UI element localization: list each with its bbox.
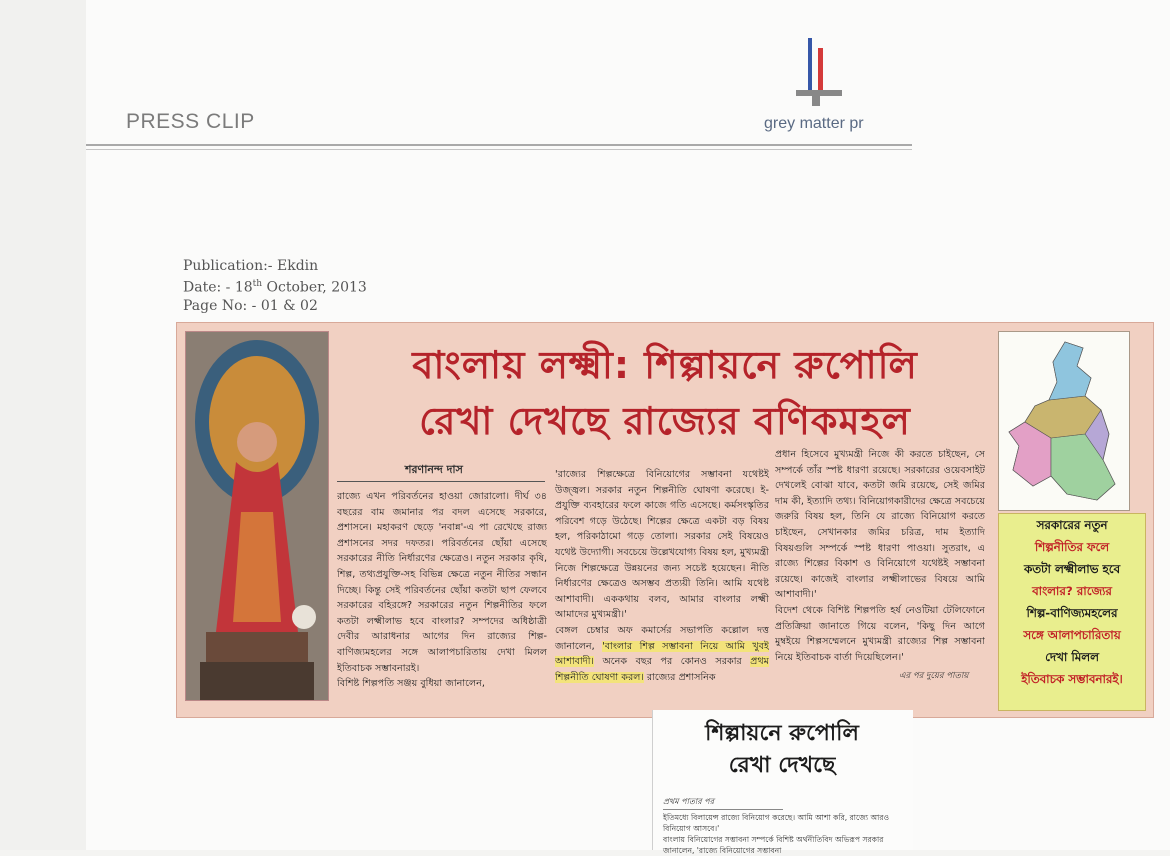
continuation-headline-line-1: শিল্পায়নে রুপোলি [705,721,859,746]
header-divider [86,144,912,146]
logo-text: grey matter pr [764,115,864,132]
continuation-subhead: প্রথম পাতার পর [663,797,714,806]
continuation-body [663,812,909,856]
column-3-paragraph: বিদেশ থেকে বিশিষ্ট শিল্পপতি হর্ষ নেওটিয়া টেলিফোনে প্রতিক্রিয়া জানাতে গিয়ে বলেন, 'কিছু দিন আগে মুম্বইয়ে শিল্পসম্মেলনে মুখ্যমন্ত্রী রাজ্যের শিল্প সম্ভাবনা নিয়ে ইতিবাচক বার্তা দিয়েছিলেন।' [775,604,985,663]
grey-matter-logo-icon [796,36,842,108]
continuation-headline [667,718,897,782]
callout-line: দেখা মিলল [1045,650,1099,664]
byline-divider [337,481,545,482]
callout-line: কতটা লক্ষ্মীলাভ হবে [1023,562,1121,576]
highlight-callout [998,513,1146,711]
column-2-paragraph: বেঙ্গল চেম্বার অফ কমার্সের সভাপতি কল্লোল দত্ত জানালেন, 'বাংলার শিল্প সম্ভাবনা নিয়ে আমি খুবই আশাবাদী। অনেক বছর পর কোনও সরকার প্রথম শিল্পনীতি ঘোষণা করল। রাজ্যের প্রশাসনিক [555,624,769,683]
callout-line: শিল্পনীতির ফলে [1034,540,1110,554]
continuation-paragraph: ইতিমধ্যে বিলায়েন্স রাজ্যে বিনিয়োগ করেছে। আমি আশা করি, রাজ্যে আরও বিনিয়োগ আসবে।' [663,813,890,833]
column-1-paragraph: রাজ্যে এখন পরিবর্তনের হাওয়া জোরালো। দীর্ঘ ৩৪ বছরের বাম জমানার পর বদল এসেছে সরকারে, প্রশাসনে। মহাকরণ ছেড়ে 'নবান্ন'-এ পা রেখেছে রাজ্য প্রশাসনের সদর দফতর। পরিবর্তনের ছোঁয়া এসেছে সরকারের নীতি নির্ধারণের ক্ষেত্রেও। নতুন সরকার কৃষি, শিল্প, তথ্যপ্রযুক্তি-সহ বিভিন্ন ক্ষেত্রে নতুন নীতির সন্ধান দিচ্ছে। কিন্তু সেই পরিবর্তনের ছোঁয়া কতটা ছাপ ফেলবে সরকারের বহিরঙ্গে? সরকারের নতুন শিল্পনীতির ফলে কতটা লক্ষ্মীলাভ হবে বাংলার? সম্পদের অধিষ্ঠাত্রী দেবীর আরাধনার আগের দিন রাজ্যের শিল্প-বাণিজ্যমহলের সঙ্গে আলাপচারিতায় দেখা মিলল ইতিবাচক সম্ভাবনারই। [337,491,547,674]
press-clip-label: PRESS CLIP [126,110,255,133]
headline-line-2: রেখা দেখছে রাজ্যের বণিকমহল [419,399,911,443]
continuation-clipping [652,710,913,855]
page-margin [0,0,86,850]
column-3-paragraph: প্রধান হিসেবে মুখ্যমন্ত্রী নিজে কী করতে চাইছেন, সে সম্পর্কে তাঁর স্পষ্ট ধারণা রয়েছে। সরকারের ওয়েবসাইট দেখলেই বোঝা যাবে, কতটা জমি রয়েছে, সেই জমির দাম কী, ইত্যাদি তথ্য। বিনিয়োগকারীদের ক্ষেত্রে সবচেয়ে জরুরি বিষয় হল, তিনি যে রাজ্যে বিনিয়োগ করতে চাইছেন, সেখানকার জমির চরিত্র, দাম ইত্যাদি বিষয়গুলি সম্পর্কে স্পষ্ট ধারণা পাওয়া। সুতরাং, এ রাজ্যে শিল্পের বিকাশ ও বিনিয়োগে যথেষ্টই সম্ভাবনা রয়েছে। কাজেই বাংলার লক্ষ্মীলাভের বিষয়ে আমি আশাবাদী।' [775,449,985,601]
goddess-image [186,332,328,700]
continuation-headline-line-2: রেখা দেখছে [728,753,836,778]
continued-note: এর পর দুয়ের পাতায় [899,671,969,681]
page-number-line: Page No: - 01 & 02 [183,297,318,314]
publication-line: Publication:- Ekdin [183,258,319,274]
continuation-paragraph: বাংলায় বিনিয়োগের সম্ভাবনা সম্পর্কে বিশিষ্ট অর্থনীতিবিদ অভিরূপ সরকার জানালেন, 'রাজ্যে বিনিয়োগের সম্ভাবনা [663,835,884,855]
highlighted-quote: প্রথম শিল্পনীতি ঘোষণা করল। [555,656,769,683]
publication-meta [183,257,367,315]
date-line: Date: - 18th October, 2013 [183,279,367,296]
article-column-2 [555,467,769,707]
callout-line: শিল্প-বাণিজ্যমহলের [1026,606,1118,620]
byline: শরণানন্দ দাস [405,463,463,476]
callout-line: বাংলার? রাজ্যের [1032,584,1112,598]
callout-line: সরকারের নতুন [1036,518,1108,532]
continuation-divider [663,809,783,810]
newspaper-clipping [176,322,1154,718]
article-column-1 [337,489,547,709]
headline-line-1: বাংলায় লক্ষ্মী: শিল্পায়নে রুপোলি [412,343,918,387]
goddess-photo [185,331,329,701]
west-bengal-map [998,331,1130,511]
callout-line: সঙ্গে আলাপচারিতায় [1023,628,1121,642]
map-icon [1005,338,1123,504]
column-2-paragraph: 'রাজ্যের শিল্পক্ষেত্রে বিনিয়োগের সম্ভাবনা যথেষ্টই উজ্জ্বল। সরকার নতুন শিল্পনীতি ঘোষণা করেছে। ই-প্রযুক্তি ব্যবহারের ফলে কাজে গতি এসেছে। কর্মসংস্কৃতির পরিবেশ গড়ে উঠেছে। শিল্পের ক্ষেত্রে একটা বড় বিষয় হল, পরিকাঠামো গড়ে তোলা। সরকার সেই বিষয়েও যথেষ্ট উদ্যোগী। সবচেয়ে উল্লেখযোগ্য বিষয় হল, মুখ্যমন্ত্রী নিজে শিল্পক্ষেত্রে উন্নয়নের জন্য সচেষ্ট হয়েছেন। নীতি নির্ধারণের ক্ষেত্রেও অসম্ভব প্রত্যয়ী তিনি। আমি যথেষ্ট আশাবাদী। এককথায় বলব, আমার বাংলার লক্ষ্মী আমাদের মুখ্যমন্ত্রী।' [555,469,769,621]
column-1-paragraph: বিশিষ্ট শিল্পপতি সঞ্জয় বুধিয়া জানালেন, [337,678,485,690]
highlighted-quote: 'বাংলার শিল্প সম্ভাবনা নিয়ে আমি খুবই আশাবাদী। [555,640,769,668]
callout-line: ইতিবাচক সম্ভাবনারই। [1021,672,1123,686]
header-divider-thin [86,149,912,150]
article-headline [345,337,985,449]
